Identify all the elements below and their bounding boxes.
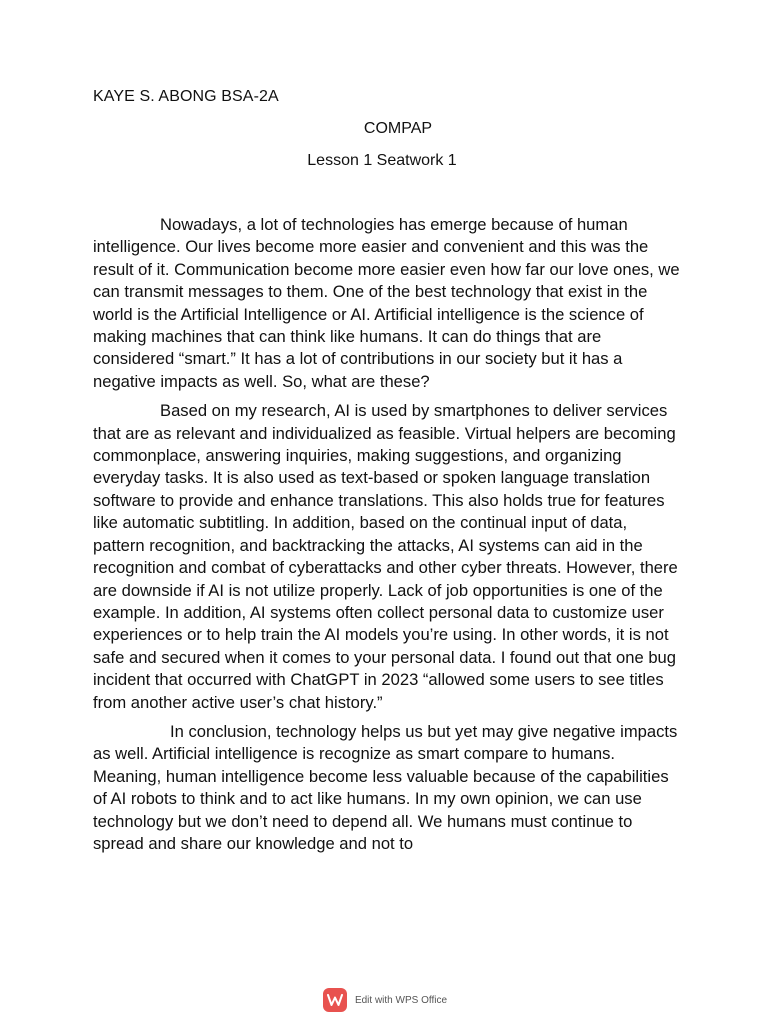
wps-footer[interactable] <box>0 988 768 1012</box>
paragraph-research: Based on my research, AI is used by smartphones to deliver services that are as relevant and individualized as feasible. Virtual helpers are becoming commonplace, answering inquiries, making suggestions, and organizing everyday tasks. It is also used as text-based or spoken language translation software to provide and enhance translations. This also holds true for features like automatic subtitling. In addition, based on the continual input of data, pattern recognition, and backtracking the attacks, AI systems can aid in the recognition and combat of cyberattacks and other cyber threats. However, there are downside if AI is not utilize properly. Lack of job opportunities is one of the example. In addition, AI systems often collect personal data to customize user experiences or to help train the AI models you’re using. In other words, it is not safe and secured when it comes to your personal data. I found out that one bug incident that occurred with ChatGPT in 2023 “allowed some users to see titles from another active user’s chat history.” <box>93 401 678 712</box>
wps-edit-link[interactable]: Edit with WPS Office <box>354 994 448 1006</box>
author-line: KAYE S. ABONG BSA-2A <box>93 88 279 105</box>
wps-w-icon[interactable] <box>323 988 347 1012</box>
paragraph-conclusion: In conclusion, technology helps us but yet may give negative impacts as well. Artificial intelligence is recognize as smart compare to humans. Meaning, human intelligence become less valuable because of the capabilities of AI robots to think and to act like humans. In my own opinion, we can use technology but we don’t need to depend all. We humans must continue to spread and share our knowledge and not to <box>93 721 678 853</box>
subject-title <box>0 120 768 138</box>
lesson-text: Lesson 1 Seatwork 1 <box>307 152 457 169</box>
document-body <box>93 214 681 862</box>
lesson-title <box>0 152 768 170</box>
paragraph-intro: Nowadays, a lot of technologies has emerge because of human intelligence. Our lives become more easier and convenient and this was the result of it. Communication become more easier even how far our love ones, we can transmit messages to them. One of the best technology that exist in the world is the Artificial Intelligence or AI. Artificial intelligence is the science of making machines that can think like humans. It can do things that are considered “smart.” It has a lot of contributions in our society but it has a negative impacts as well. So, what are these? <box>93 215 680 391</box>
subject-text: COMPAP <box>363 120 433 137</box>
